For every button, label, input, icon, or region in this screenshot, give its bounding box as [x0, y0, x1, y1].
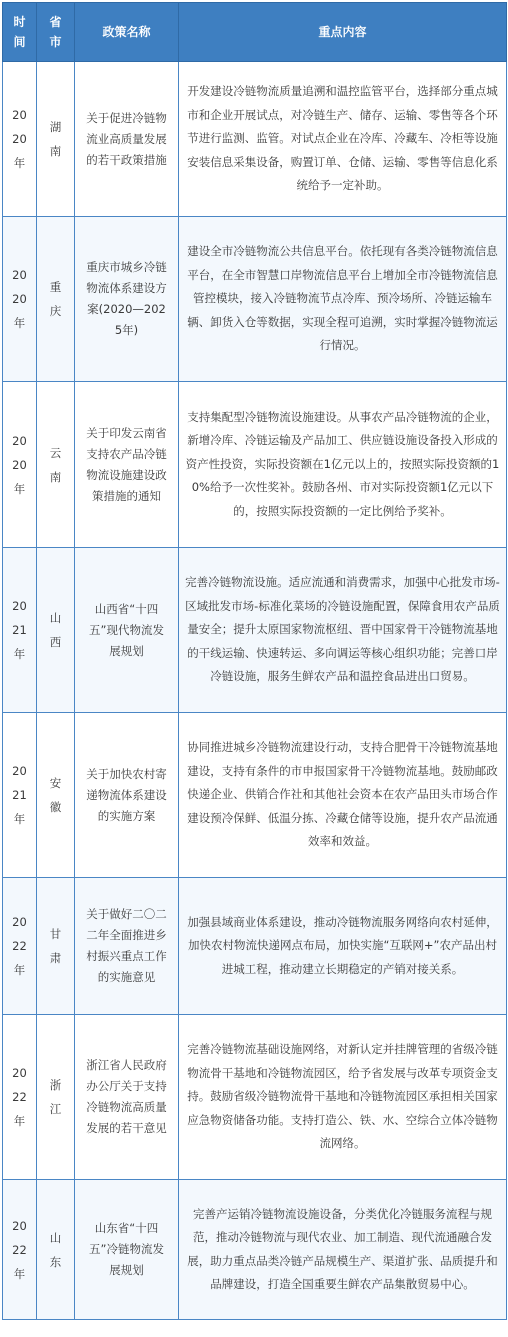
table-header: [3, 3, 507, 62]
cell-time: 2020年: [3, 62, 37, 217]
header-content: 重点内容: [179, 3, 507, 62]
cell-policy-name: 关于促进冷链物流业高质量发展的若干政策措施: [75, 62, 179, 217]
table-row: [3, 548, 507, 713]
cell-content: 建设全市冷链物流公共信息平台。依托现有各类冷链物流信息平台，在全市智慧口岸物流信息平台上增加全市冷链物流信息管控模块，接入冷链物流节点冷库、预冷场所、冷链运输车辆、卸货入仓等数据，实现全程可追溯，实时掌握冷链物流运行情况。: [179, 217, 507, 382]
cell-content: 开发建设冷链物流质量追溯和温控监管平台，选择部分重点城市和企业开展试点，对冷链生产、储存、运输、零售等各个环节进行监测、监管。对试点企业在冷库、冷藏车、冷柜等设施安装信息采集设备，购置订单、仓储、运输、零售等信息化系统给予一定补助。: [179, 62, 507, 217]
cell-province: 重庆: [37, 217, 75, 382]
header-row: [3, 3, 507, 62]
cell-time: 2022年: [3, 1180, 37, 1320]
cell-policy-name: 关于印发云南省支持农产品冷链物流设施建设政策措施的通知: [75, 382, 179, 548]
cell-time: 2021年: [3, 548, 37, 713]
cell-policy-name: 关于加快农村寄递物流体系建设的实施方案: [75, 713, 179, 878]
cell-time: 2022年: [3, 878, 37, 1015]
header-time: 时间: [3, 3, 37, 62]
cell-province: 云南: [37, 382, 75, 548]
cell-content: 完善冷链物流设施。适应流通和消费需求，加强中心批发市场-区域批发市场-标准化菜场的冷链设施配置，保障食用农产品质量安全；提升太原国家物流枢纽、晋中国家骨干冷链物流基地的干线运输、快速转运、多向调运等核心组织功能；完善口岸冷链设施，服务生鲜农产品和温控食品进出口贸易。: [179, 548, 507, 713]
cell-content: 完善冷链物流基础设施网络，对新认定并挂牌管理的省级冷链物流骨干基地和冷链物流园区，给予省发展与改革专项资金支持。鼓励省级冷链物流骨干基地和冷链物流园区承担相关国家应急物资储备功能。支持打造公、铁、水、空综合立体冷链物流网络。: [179, 1015, 507, 1180]
table-row: [3, 62, 507, 217]
cell-policy-name: 重庆市城乡冷链物流体系建设方案(2020—2025年): [75, 217, 179, 382]
policy-table: [2, 2, 507, 1320]
cell-province: 安徽: [37, 713, 75, 878]
cell-content: 加强县域商业体系建设，推动冷链物流服务网络向农村延伸，加快农村物流快递网点布局，加快实施“互联网+”农产品出村进城工程，推动建立长期稳定的产销对接关系。: [179, 878, 507, 1015]
table-row: [3, 382, 507, 548]
cell-time: 2021年: [3, 713, 37, 878]
cell-province: 湖南: [37, 62, 75, 217]
cell-content: 完善产运销冷链物流设施设备，分类优化冷链服务流程与规范，推动冷链物流与现代农业、加工制造、现代流通融合发展，助力重点品类冷链产品规模生产、渠道扩张、品质提升和品牌建设，打造全国重要生鲜农产品集散贸易中心。: [179, 1180, 507, 1320]
table-body: [3, 62, 507, 1320]
cell-province: 山西: [37, 548, 75, 713]
table-row: [3, 217, 507, 382]
table-row: [3, 1015, 507, 1180]
cell-province: 山东: [37, 1180, 75, 1320]
cell-policy-name: 关于做好二〇二二年全面推进乡村振兴重点工作的实施意见: [75, 878, 179, 1015]
header-policy-name: 政策名称: [75, 3, 179, 62]
table-row: [3, 878, 507, 1015]
cell-time: 2022年: [3, 1015, 37, 1180]
cell-province: 浙江: [37, 1015, 75, 1180]
header-province: 省市: [37, 3, 75, 62]
table-row: [3, 713, 507, 878]
cell-policy-name: 浙江省人民政府办公厅关于支持冷链物流高质量发展的若干意见: [75, 1015, 179, 1180]
cell-content: 支持集配型冷链物流设施建设。从事农产品冷链物流的企业，新增冷库、冷链运输及产品加工、供应链设施设备投入形成的资产性投资，实际投资额在1亿元以上的，按照实际投资额的10%给予一次性奖补。鼓励各州、市对实际投资额1亿元以下的，按照实际投资额的一定比例给予奖补。: [179, 382, 507, 548]
cell-policy-name: 山西省“十四五”现代物流发展规划: [75, 548, 179, 713]
cell-policy-name: 山东省“十四五”冷链物流发展规划: [75, 1180, 179, 1320]
cell-time: 2020年: [3, 382, 37, 548]
cell-content: 协同推进城乡冷链物流建设行动，支持合肥骨干冷链物流基地建设，支持有条件的市申报国家骨干冷链物流基地。鼓励邮政快递企业、供销合作社和其他社会资本在农产品田头市场合作建设预冷保鲜、低温分拣、冷藏仓储等设施，提升农产品流通效率和效益。: [179, 713, 507, 878]
table-row: [3, 1180, 507, 1320]
cell-time: 2020年: [3, 217, 37, 382]
cell-province: 甘肃: [37, 878, 75, 1015]
